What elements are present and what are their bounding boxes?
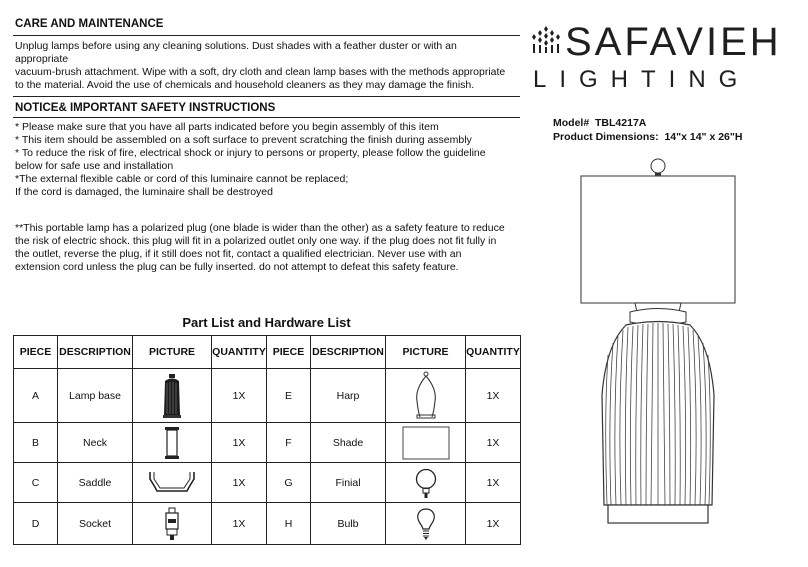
description-cell: Harp <box>311 369 386 423</box>
parts-table <box>13 335 521 545</box>
col-header: PICTURE <box>386 336 466 369</box>
col-header: QUANTITY <box>466 336 521 369</box>
col-header: DESCRIPTION <box>58 336 133 369</box>
bulb-icon <box>416 507 436 541</box>
col-header: PIECE <box>14 336 58 369</box>
finial-icon <box>414 467 438 499</box>
safety-line: *The external flexible cable or cord of this luminaire cannot be replaced; <box>15 172 349 185</box>
table-row <box>14 423 521 463</box>
picture-cell <box>133 503 212 545</box>
care-text <box>15 40 520 92</box>
description-cell: Saddle <box>58 463 133 503</box>
plug-line: the risk of electric shock. this plug will fit in a polarized outlet only one way. if the plug does not fit fully in <box>15 234 497 247</box>
col-header: PICTURE <box>133 336 212 369</box>
neck-icon <box>162 426 182 460</box>
care-bottom-divider <box>13 96 520 97</box>
dimensions-value: 14"x 14" x 26"H <box>664 131 743 143</box>
piece-cell: C <box>14 463 58 503</box>
col-header: QUANTITY <box>212 336 267 369</box>
lamp-base-icon <box>161 373 183 419</box>
safety-line: * Please make sure that you have all parts indicated before you begin assembly of this item <box>15 121 439 133</box>
care-divider <box>13 35 520 36</box>
care-line: Unplug lamps before using any cleaning solutions. Dust shades with a feather duster or with an <box>15 40 457 52</box>
safavieh-logo-icon <box>530 24 562 54</box>
quantity-cell: 1X <box>466 369 521 423</box>
description-cell: Socket <box>58 503 133 545</box>
socket-icon <box>163 507 181 541</box>
care-heading: CARE AND MAINTENANCE <box>15 18 164 30</box>
table-row <box>14 369 521 423</box>
table-row <box>14 503 521 545</box>
safety-divider <box>13 117 520 118</box>
description-cell: Lamp base <box>58 369 133 423</box>
shade-icon <box>402 426 450 460</box>
quantity-cell: 1X <box>466 503 521 545</box>
model-line <box>553 117 646 129</box>
plug-line: the outlet, reverse the plug, if it still does not fit, contact a qualified electrician. Never use with an <box>15 247 462 260</box>
picture-cell <box>386 503 466 545</box>
safety-line: * This item should be assembled on a soft surface to prevent scratching the finish during assembly <box>15 133 472 146</box>
picture-cell <box>133 463 212 503</box>
piece-cell: H <box>267 503 311 545</box>
safety-heading: NOTICE& IMPORTANT SAFETY INSTRUCTIONS <box>15 102 276 114</box>
description-cell: Shade <box>311 423 386 463</box>
plug-line: **This portable lamp has a polarized plug (one blade is wider than the other) as a safety feature to reduce <box>15 222 505 234</box>
brand-name: SAFAVIEH <box>565 20 782 64</box>
table-row <box>14 463 521 503</box>
picture-cell <box>386 369 466 423</box>
picture-cell <box>386 463 466 503</box>
description-cell: Finial <box>311 463 386 503</box>
description-cell: Bulb <box>311 503 386 545</box>
quantity-cell: 1X <box>212 423 267 463</box>
saddle-icon <box>147 469 197 497</box>
piece-cell: A <box>14 369 58 423</box>
safety-line: If the cord is damaged, the luminaire shall be destroyed <box>15 185 273 198</box>
piece-cell: F <box>267 423 311 463</box>
plug-notice <box>15 222 520 274</box>
care-line: vacuum-brush attachment. Wipe with a soft, dry cloth and clean lamp bases with the methods appropriate <box>15 65 506 78</box>
piece-cell: B <box>14 423 58 463</box>
brand-subtitle: LIGHTING <box>533 66 751 93</box>
piece-cell: G <box>267 463 311 503</box>
picture-cell <box>133 423 212 463</box>
quantity-cell: 1X <box>466 463 521 503</box>
safety-line: * To reduce the risk of fire, electrical shock or injury to persons or property, please follow the guideline <box>15 146 486 159</box>
model-label: Model# <box>553 117 590 129</box>
lamp-illustration <box>580 155 760 535</box>
description-cell: Neck <box>58 423 133 463</box>
harp-icon <box>413 371 439 421</box>
safety-text <box>15 121 520 198</box>
parts-title: Part List and Hardware List <box>182 315 351 330</box>
picture-cell <box>386 423 466 463</box>
quantity-cell: 1X <box>212 463 267 503</box>
picture-cell <box>133 369 212 423</box>
safety-line: below for safe use and installation <box>15 159 174 172</box>
col-header: DESCRIPTION <box>311 336 386 369</box>
care-line: to the material. Avoid the use of chemicals and household cleaners as they may damage the finish. <box>15 78 475 91</box>
dimensions-line <box>553 131 742 143</box>
quantity-cell: 1X <box>466 423 521 463</box>
care-line: appropriate <box>15 52 69 65</box>
quantity-cell: 1X <box>212 369 267 423</box>
col-header: PIECE <box>267 336 311 369</box>
model-number: TBL4217A <box>595 117 647 129</box>
piece-cell: D <box>14 503 58 545</box>
piece-cell: E <box>267 369 311 423</box>
plug-line: extension cord unless the plug can be fully inserted. do not attempt to defeat this safety feature. <box>15 260 459 273</box>
dimensions-label: Product Dimensions: <box>553 131 659 143</box>
table-header-row <box>14 336 521 369</box>
quantity-cell: 1X <box>212 503 267 545</box>
